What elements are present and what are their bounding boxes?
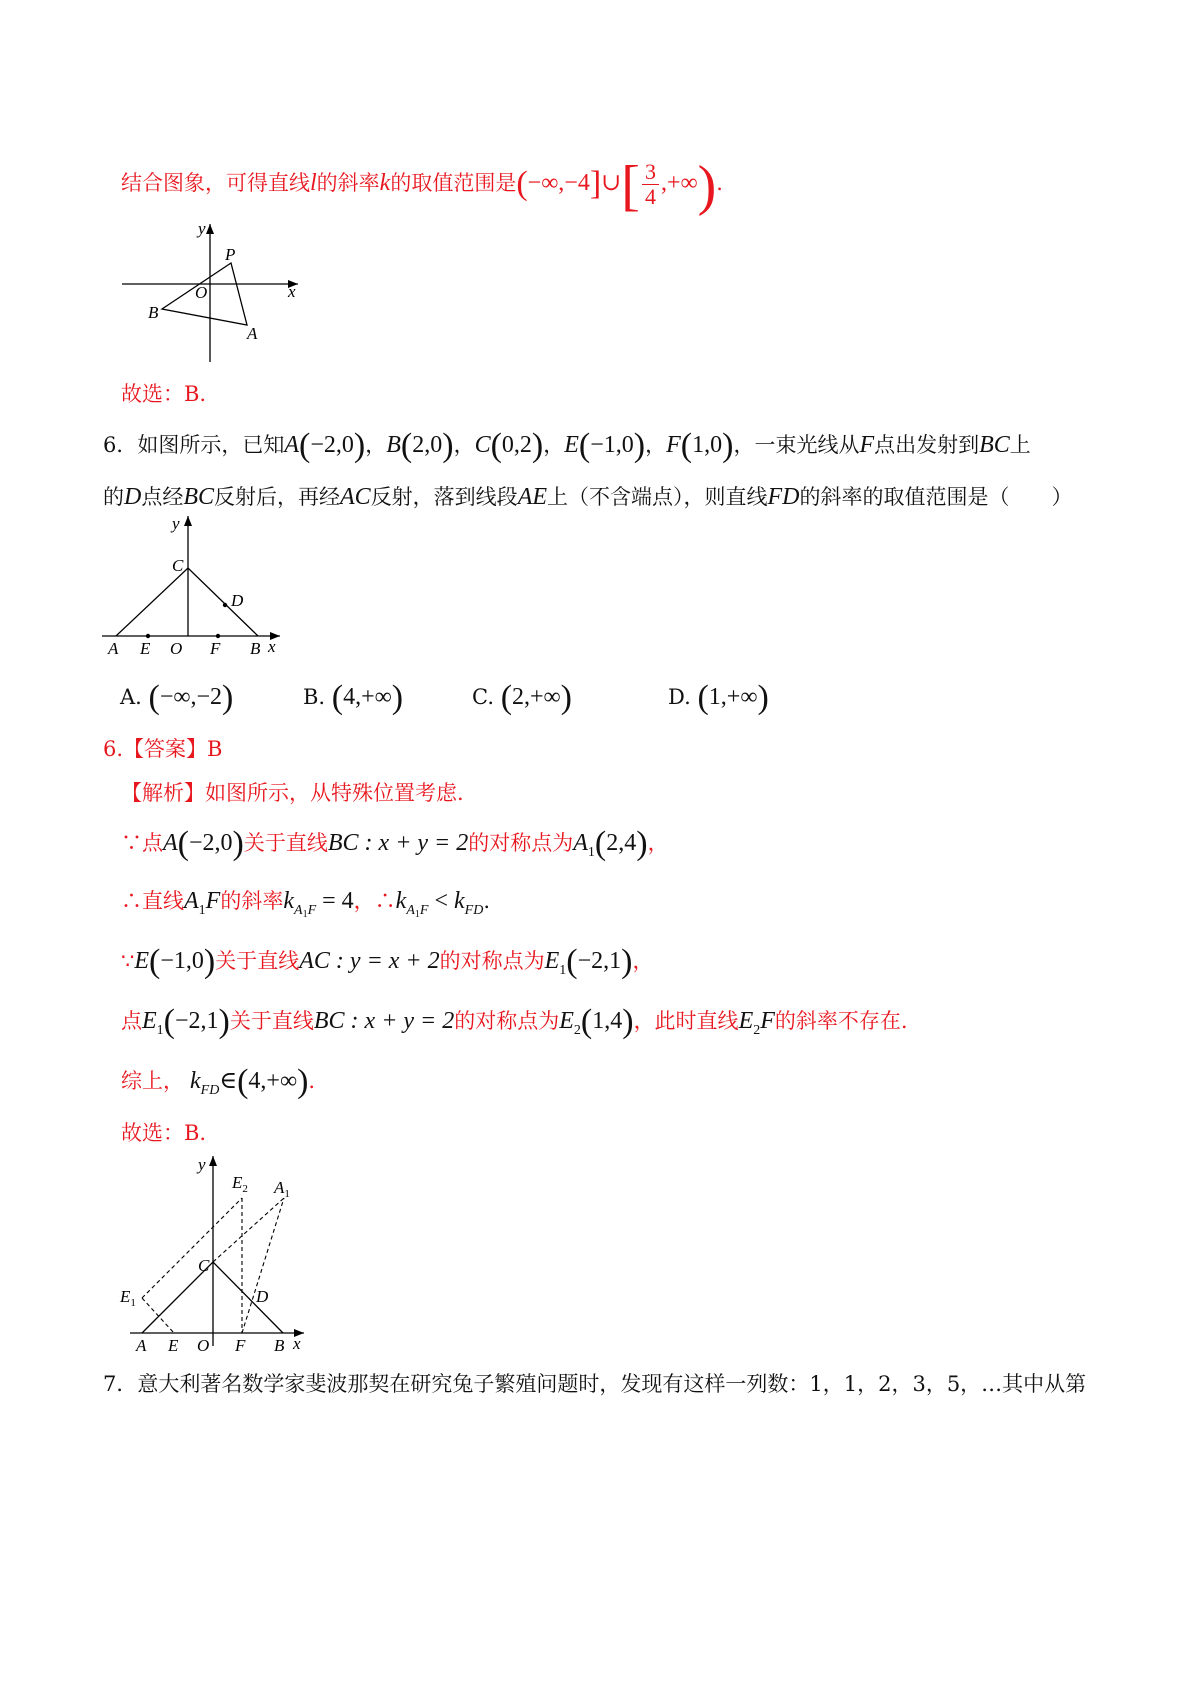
point-a1-coords: 2,4: [606, 830, 637, 856]
point-e-dot: [146, 634, 150, 638]
figure-triangle-abc: [100, 512, 290, 662]
label-e2: [231, 1173, 248, 1195]
label-f: F: [210, 639, 221, 658]
y-axis-arrow: [209, 1156, 217, 1166]
point-b-coords: 2,0: [412, 432, 443, 458]
option-value: 4,+∞: [343, 684, 392, 710]
point-f-coords: 1,0: [692, 432, 723, 458]
point-e2: E: [738, 1008, 754, 1034]
label-o: O: [197, 1336, 210, 1355]
line-bc-equation: BC : x + y = 2: [327, 830, 469, 856]
prev-answer-text: 结合图象，可得直线: [121, 171, 310, 195]
option-value: 2,+∞: [512, 684, 561, 710]
label-b: B: [274, 1336, 285, 1355]
point-c: C: [474, 432, 491, 458]
point-e: E: [564, 432, 579, 458]
segment-ac: AC: [340, 484, 371, 510]
label-y: y: [198, 219, 206, 238]
subscript-a1f: A1F: [406, 903, 429, 920]
step-text: ∵: [121, 949, 135, 973]
answer-6-step-4: 点$E_1(-2,1)$关于直线BC : x + y = 2的对称点为$E_2(1,4)$，此时直线$E_2F$的斜率不存在.: [121, 1003, 908, 1040]
step-text: 综上，: [121, 1069, 184, 1093]
label-c: C: [172, 556, 184, 575]
label-a: A: [274, 1178, 285, 1197]
label-a: A: [247, 324, 258, 343]
answer-6-head: 6.【答案】B: [103, 737, 223, 761]
step-text: 关于直线: [229, 1009, 314, 1033]
punctuation: ，: [632, 949, 654, 973]
period: .: [308, 1069, 316, 1093]
element-of: ∈: [219, 1068, 238, 1094]
subscript: 2: [753, 1023, 761, 1038]
step-text: ∵点: [121, 831, 163, 855]
option-label: C.: [472, 685, 494, 709]
question-number: 6．: [103, 433, 138, 457]
step-text: 的斜率: [220, 889, 284, 913]
line-fd: FD: [767, 484, 800, 510]
step-text: 点: [121, 1009, 142, 1033]
prev-answer-text: 的取值范围是: [390, 171, 517, 195]
label-y: y: [172, 514, 180, 533]
point-d: D: [124, 484, 142, 510]
label-b: B: [250, 639, 261, 658]
question-text: 点经: [141, 485, 184, 509]
dashed-c-to-a1: [213, 1198, 284, 1262]
label-e1: [119, 1287, 136, 1309]
point-e2-coords: 1,4: [592, 1008, 623, 1034]
label-o: O: [170, 639, 183, 658]
point-e2: E: [559, 1008, 574, 1034]
prev-choice: 故选：B.: [121, 382, 207, 406]
question-text: 如图所示，已知: [137, 433, 285, 457]
question-text: 反射，落到线段: [370, 485, 518, 509]
option-b[interactable]: B. (4,+∞): [303, 679, 404, 716]
point-a-coords: −2,0: [310, 432, 354, 458]
point-a1: A: [184, 888, 199, 914]
step-text: 的对称点为: [439, 949, 545, 973]
label-e: E: [140, 639, 151, 658]
point-e1: E: [142, 1008, 157, 1034]
question-6-line-1: 6．如图所示，已知A(−2,0)，B(2,0)，C(0,2)，E(−1,0)，F(1,0)，一束光线从F点出发射到BC上: [103, 427, 1031, 464]
label-a1: [273, 1178, 290, 1200]
interval-value: −∞,−4: [527, 170, 590, 196]
label-e: E: [168, 1336, 179, 1355]
answer-6-step-1: ∵点A(−2,0)关于直线BC : x + y = 2的对称点为$A_1(2,4)$，: [121, 825, 669, 862]
subscript: 1: [587, 845, 595, 860]
question-text: ，一束光线从: [733, 433, 860, 457]
less-than: <: [434, 888, 448, 914]
line-bc-equation: BC : x + y = 2: [313, 1008, 455, 1034]
slope-k: k: [454, 888, 465, 914]
point-e1-coords: −2,1: [175, 1008, 219, 1034]
question-text: 的斜率的取值范围是（ ）: [799, 485, 1073, 509]
label-y: y: [198, 1155, 206, 1174]
label-e: E: [120, 1287, 131, 1306]
point-e1: E: [544, 948, 560, 974]
answer-6-conclusion: 综上， $k_{FD}\in(4,+\infty)$.: [121, 1063, 316, 1100]
figure-triangle-pab: [118, 218, 318, 368]
point-d-dot: [223, 603, 227, 607]
point-f: F: [205, 888, 221, 914]
label-a: A: [108, 639, 119, 658]
step-text: 关于直线: [243, 831, 328, 855]
point-f-dot: [216, 634, 220, 638]
subscript: FD: [464, 903, 484, 918]
label-d: D: [231, 591, 244, 610]
step-text: 的对称点为: [468, 831, 574, 855]
point-a: A: [284, 432, 300, 458]
point-e-coords: −1,0: [590, 432, 634, 458]
var-l: l: [310, 170, 317, 196]
point-f: F: [760, 1008, 775, 1034]
prev-answer-text: 的斜率: [316, 171, 380, 195]
y-axis-arrow: [184, 516, 192, 526]
label-e: E: [232, 1173, 243, 1192]
step-text: ∴直线: [121, 889, 184, 913]
line-ac-equation: AC : y = x + 2: [299, 948, 440, 974]
subscript: 1: [198, 903, 206, 918]
point-a1: A: [573, 830, 588, 856]
point-f: F: [666, 432, 681, 458]
question-text: 上: [1009, 433, 1031, 457]
answer-6-step-2: ∴直线$A_1F$的斜率$k_{A_1F} = 4$，$\therefore k_{A_1F} < k_{FD}$.: [121, 888, 491, 920]
step-text: ，∴: [353, 889, 396, 913]
option-d[interactable]: D. (1,+∞): [668, 679, 769, 716]
question-text: 意大利著名数学家斐波那契在研究兔子繁殖问题时，发现有这样一列数：1，1，2，3，5，…其中从第: [137, 1372, 1087, 1396]
option-label: D.: [668, 685, 691, 709]
fraction-numerator: 3: [642, 160, 659, 185]
question-text: 点出发射到: [874, 433, 980, 457]
segment-bc: BC: [183, 484, 215, 510]
label-o: O: [195, 283, 208, 302]
label-c: C: [198, 1256, 210, 1275]
question-text: 的: [103, 485, 124, 509]
question-number: 7．: [103, 1372, 138, 1396]
label-d: D: [256, 1287, 269, 1306]
union-symbol: ∪: [601, 170, 622, 196]
option-c[interactable]: C. (2,+∞): [472, 679, 572, 716]
final-range: 4,+∞: [248, 1068, 298, 1094]
punctuation: ，: [647, 831, 669, 855]
slope-k: k: [283, 888, 294, 914]
figure-reflection-diagram: [118, 1150, 318, 1355]
step-text: 的对称点为: [454, 1009, 560, 1033]
option-value: 1,+∞: [708, 684, 758, 710]
interval-value: ,+∞: [660, 170, 698, 196]
point-e1-coords: −2,1: [577, 948, 622, 974]
answer-6-analysis: 【解析】如图所示，从特殊位置考虑.: [121, 781, 464, 805]
step-text: ，此时直线: [633, 1009, 739, 1033]
option-value: −∞,−2: [159, 684, 223, 710]
point-b: B: [386, 432, 401, 458]
label-x: x: [268, 637, 276, 656]
step-text: 的斜率不存在.: [774, 1009, 908, 1033]
answer-6-step-3: ∵E(−1,0)关于直线AC : y = x + 2的对称点为$E_1(-2,1)$，: [121, 943, 654, 980]
point-c-coords: 0,2: [501, 432, 532, 458]
subscript: 2: [573, 1023, 581, 1038]
label-p: P: [225, 245, 236, 264]
point-e: E: [134, 948, 150, 974]
subscript-a1f: A1F: [294, 903, 317, 920]
period: .: [483, 889, 491, 913]
option-label: A.: [120, 685, 142, 709]
fraction-denominator: 4: [644, 184, 656, 209]
label-x: x: [288, 282, 296, 301]
y-axis-arrow: [206, 224, 214, 234]
subscript: FD: [200, 1083, 220, 1098]
segment-bc: BC: [979, 432, 1010, 458]
point-a-coords: −2,0: [189, 830, 233, 856]
label-x: x: [293, 1334, 301, 1353]
label-sub: 2: [242, 1183, 248, 1195]
question-text: 反射后，再经: [214, 485, 341, 509]
label-f: F: [235, 1336, 246, 1355]
fraction: [642, 160, 659, 209]
label-sub: 1: [284, 1188, 290, 1200]
option-label: B.: [303, 685, 326, 709]
point-f: F: [859, 432, 875, 458]
question-text: 上（不含端点），则直线: [547, 485, 768, 509]
var-k: k: [379, 170, 391, 196]
label-b: B: [148, 303, 159, 322]
period: .: [716, 171, 723, 195]
step-text: 关于直线: [215, 949, 300, 973]
subscript: 1: [559, 963, 567, 978]
point-a: A: [163, 830, 178, 856]
segment-ae: AE: [517, 484, 548, 510]
label-a: A: [136, 1336, 147, 1355]
prev-answer-range-line: 结合图象，可得直线l的斜率k的取值范围是(−∞,−4]∪[ $\frac{3}{4}$ ,+∞).: [121, 155, 723, 217]
slope-k: k: [190, 1068, 201, 1094]
point-e-coords: −1,0: [160, 948, 204, 974]
question-6-line-2: [103, 482, 1073, 512]
option-a[interactable]: A. (−∞,−2): [120, 679, 234, 716]
slope-value: = 4: [322, 888, 354, 914]
label-sub: 1: [130, 1297, 136, 1309]
answer-6-choice: 故选：B.: [121, 1121, 207, 1145]
question-7: [103, 1369, 1086, 1399]
subscript: 1: [156, 1023, 164, 1038]
